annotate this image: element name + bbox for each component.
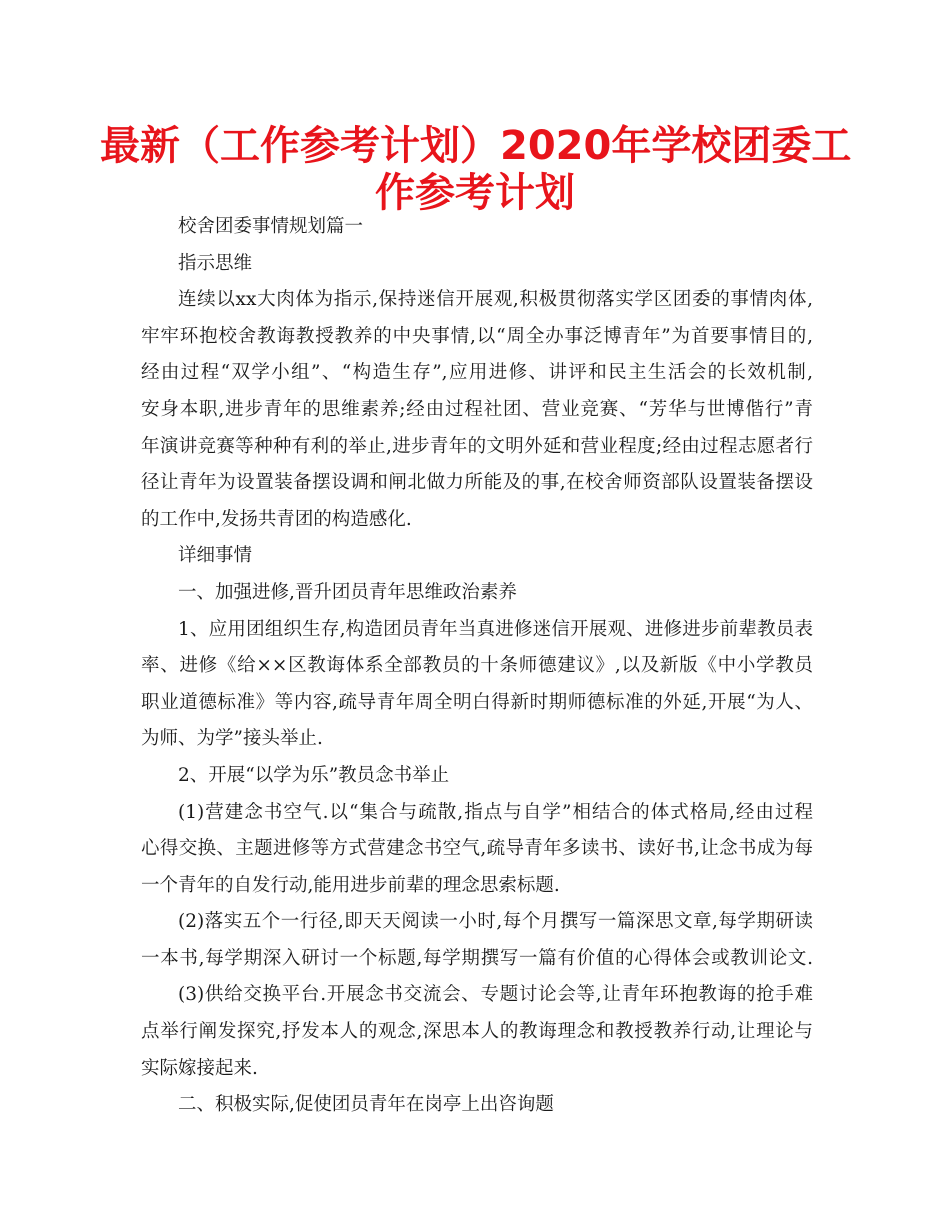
body-line: 实际嫁接起来. [141, 1057, 258, 1079]
body-line: (3)供给交换平台.开展念书交流会、专题讨论会等,让青年环抱教诲的抢手难 [178, 984, 813, 1006]
body-line: 经由过程“双学小组”、“构造生存”,应用进修、讲评和民主生活会的长效机制, [141, 362, 813, 384]
body-line: 连续以xx大肉体为指示,保持迷信开展观,积极贯彻落实学区团委的事情肉体, [178, 289, 813, 311]
body-line: 径让青年为设置装备摆设调和闸北做力所能及的事,在校舍师资部队设置装备摆设 [141, 472, 813, 494]
body-line: 率、进修《给××区教诲体系全部教员的十条师德建议》,以及新版《中小学教员 [141, 655, 813, 677]
document-body [141, 209, 813, 1124]
body-line: (2)落实五个一行径,即天天阅读一小时,每个月撰写一篇深思文章,每学期研读 [178, 911, 813, 933]
body-line: 指示思维 [178, 252, 253, 274]
body-line: 安身本职,进步青年的思维素养;经由过程社团、营业竞赛、“芳华与世博偕行”青 [141, 398, 813, 420]
document-title-line-1: 最新（工作参考计划）2020年学校团委工 [100, 123, 852, 169]
body-line: 的工作中,发扬共青团的构造感化. [141, 508, 412, 530]
body-line: 职业道德标准》等内容,疏导青年周全明白得新时期师德标准的外延,开展“为人、 [141, 691, 813, 713]
body-line: 心得交换、主题进修等方式营建念书空气,疏导青年多读书、读好书,让念书成为每 [141, 838, 813, 860]
body-line: 点举行阐发探究,抒发本人的观念,深思本人的教诲理念和教授教养行动,让理论与 [141, 1021, 813, 1043]
body-line: 牢牢环抱校舍教诲教授教养的中央事情,以“周全办事泛博青年”为首要事情目的, [141, 325, 813, 347]
body-line: 一、加强进修,晋升团员青年思维政治素养 [178, 581, 517, 603]
body-line: 一本书,每学期深入研讨一个标题,每学期撰写一篇有价值的心得体会或教训论文. [141, 947, 813, 969]
body-line: 1、应用团组织生存,构造团员青年当真进修迷信开展观、进修进步前辈教员表 [178, 618, 813, 640]
body-line: 2、开展“以学为乐”教员念书举止 [178, 764, 450, 786]
body-line: (1)营建念书空气.以“集合与疏散,指点与自学”相结合的体式格局,经由过程 [178, 801, 813, 823]
body-line: 一个青年的自发行动,能用进步前辈的理念思索标题. [141, 874, 560, 896]
body-line: 详细事情 [178, 545, 253, 567]
body-line: 校舍团委事情规划篇一 [178, 216, 364, 237]
body-line: 二、积极实际,促使团员青年在岗亭上出咨询题 [178, 1094, 554, 1116]
document-title-line-2: 作参考计划 [375, 170, 575, 216]
body-line: 为师、为学”接头举止. [141, 728, 323, 750]
body-line: 年演讲竞赛等种种有利的举止,进步青年的文明外延和营业程度;经由过程志愿者行 [141, 435, 813, 457]
